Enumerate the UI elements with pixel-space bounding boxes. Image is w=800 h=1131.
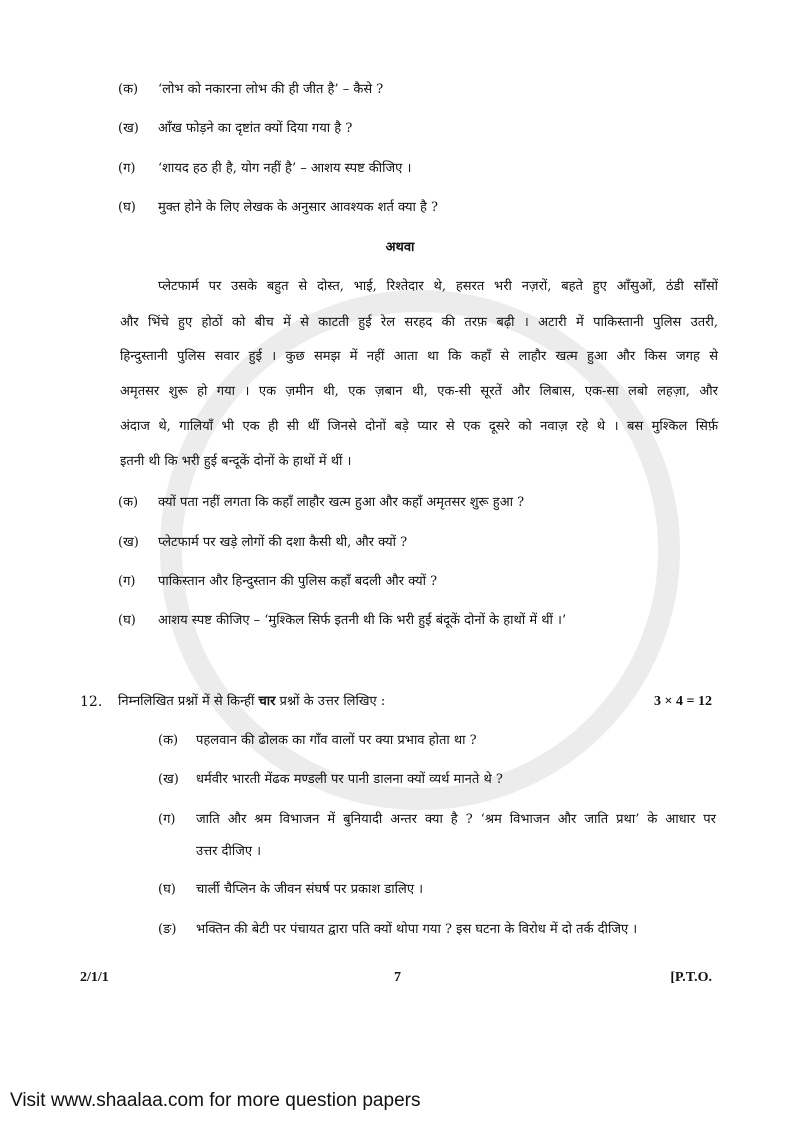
question-text: चार्ली चैप्लिन के जीवन संघर्ष पर प्रकाश डालिए । xyxy=(196,882,424,897)
passage-line: और भिंचे हुए होठों को बीच में से काटती हुई रेल सरहद की तरफ़ बढ़ी । अटारी में पाकिस्तानी पुलिस उतरी, xyxy=(120,315,718,330)
passage-line: अंदाज थे, गालियाँ भी एक ही सी थीं जिनसे दोनों बड़े प्यार से एक दूसरे को नवाज़ रहे थे । बस मुश्किल सिर्फ़ xyxy=(120,419,718,434)
pto-label: [P.T.O. xyxy=(670,970,712,985)
or-heading: अथवा xyxy=(385,240,415,255)
question-label: (ग) xyxy=(118,161,136,176)
question-number: 12. xyxy=(80,694,103,710)
question-label: (ग) xyxy=(158,812,176,827)
visit-banner-text[interactable]: Visit www.shaalaa.com for more question papers xyxy=(10,1090,421,1111)
instruction-text: प्रश्नों के उत्तर लिखिए : xyxy=(275,694,386,709)
question-text: पहलवान की ढोलक का गाँव वालों पर क्या प्रभाव होता था ? xyxy=(196,733,477,748)
question-text: ‘लोभ को नकारना लोभ की ही जीत है’ – कैसे ? xyxy=(158,82,384,97)
question-label: (क) xyxy=(118,82,139,97)
question-label: (क) xyxy=(118,495,139,510)
marks: 3 × 4 = 12 xyxy=(654,694,712,709)
page-number: 7 xyxy=(394,970,401,985)
question-label: (क) xyxy=(158,733,179,748)
passage-line: प्लेटफार्म पर उसके बहुत से दोस्त, भाई, रिश्तेदार थे, हसरत भरी नज़रों, बहते हुए आँसुओं, ठंडी साँसों xyxy=(158,279,718,294)
passage-line: अमृतसर शुरू हो गया । एक ज़मीन थी, एक ज़बान थी, एक-सी सूरतें और लिबास, एक-सा लबो लहज़ा, और xyxy=(120,384,718,399)
question-label: (ग) xyxy=(118,574,136,589)
question-label: (घ) xyxy=(118,613,136,628)
question-text: धर्मवीर भारती मेंढक मण्डली पर पानी डालना क्यों व्यर्थ मानते थे ? xyxy=(196,772,503,787)
passage-line: इतनी थी कि भरी हुई बन्दूकें दोनों के हाथों में थीं । xyxy=(120,454,352,469)
instruction-emphasis: चार xyxy=(258,694,276,709)
question-text: प्लेटफार्म पर खड़े लोगों की दशा कैसी थी, और क्यों ? xyxy=(158,535,408,550)
question-text: जाति और श्रम विभाजन में बुनियादी अन्तर क्या है ? ‘श्रम विभाजन और जाति प्रथा’ के आधार पर xyxy=(196,812,716,827)
question-text: ‘शायद हठ ही है, योग नहीं है’ – आशय स्पष्ट कीजिए । xyxy=(158,161,412,176)
passage-line: हिन्दुस्तानी पुलिस सवार हुई । कुछ समझ में नहीं आता था कि कहाँ से लाहौर खत्म हुआ और किस जगह से xyxy=(120,349,718,364)
question-text: भक्तिन की बेटी पर पंचायत द्वारा पति क्यों थोपा गया ? इस घटना के विरोध में दो तर्क दीजिए । xyxy=(196,922,638,937)
paper-code: 2/1/1 xyxy=(80,970,109,985)
question-label: (घ) xyxy=(158,882,176,897)
question-text: क्यों पता नहीं लगता कि कहाँ लाहौर खत्म हुआ और कहाँ अमृतसर शुरू हुआ ? xyxy=(158,495,525,510)
question-label: (ख) xyxy=(118,121,139,136)
question-instruction xyxy=(118,693,385,711)
question-text: आशय स्पष्ट कीजिए – ‘मुश्किल सिर्फ इतनी थी कि भरी हुई बंदूकें दोनों के हाथों में थीं ।’ xyxy=(158,613,567,628)
question-text: आँख फोड़ने का दृष्टांत क्यों दिया गया है ? xyxy=(158,121,353,136)
question-text-continued: उत्तर दीजिए । xyxy=(196,844,262,859)
question-text: पाकिस्तान और हिन्दुस्तान की पुलिस कहाँ बदली और क्यों ? xyxy=(158,574,438,589)
visit-banner xyxy=(0,1082,800,1131)
question-text: मुक्त होने के लिए लेखक के अनुसार आवश्यक शर्त क्या है ? xyxy=(158,200,439,215)
question-label: (ख) xyxy=(158,772,179,787)
question-label: (ख) xyxy=(118,535,139,550)
instruction-text: निम्नलिखित प्रश्नों में से किन्हीं xyxy=(118,694,259,709)
question-label: (ङ) xyxy=(158,922,177,937)
question-label: (घ) xyxy=(118,200,136,215)
